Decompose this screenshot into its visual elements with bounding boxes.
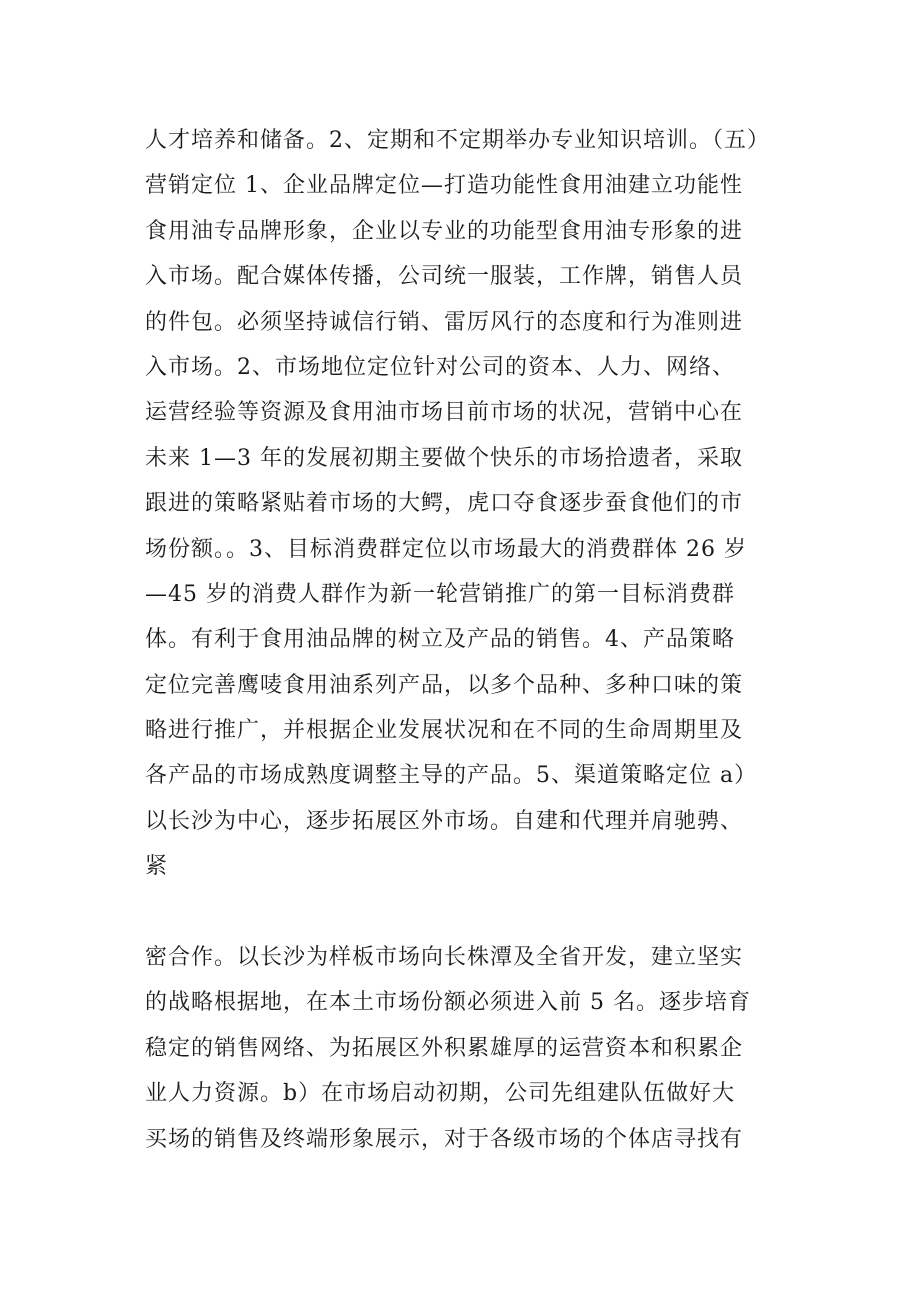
text-line: 业人力资源。b）在市场启动初期，公司先组建队伍做好大 bbox=[145, 1081, 736, 1107]
text-line: 营销定位 1、企业品牌定位—打造功能性食用油建立功能性 bbox=[145, 173, 743, 199]
text-line: 各产品的市场成熟度调整主导的产品。5、渠道策略定位 a） bbox=[145, 763, 758, 789]
text-line: 跟进的策略紧贴着市场的大鳄，虎口夺食逐步蚕食他们的市 bbox=[145, 491, 744, 517]
paragraph-1 bbox=[145, 118, 785, 890]
text-line: 入市场。2、市场地位定位针对公司的资本、人力、网络、 bbox=[145, 354, 735, 380]
text-line: 人才培养和储备。2、定期和不定期举办专业知识培训。（五） bbox=[145, 128, 770, 153]
text-line: 食用油专品牌形象，企业以专业的功能型食用油专形象的进 bbox=[145, 218, 744, 244]
text-line: 定位完善鹰唛食用油系列产品，以多个品种、多种口味的策 bbox=[145, 672, 744, 698]
text-line: 密合作。以长沙为样板市场向长株潭及全省开发，建立坚实 bbox=[145, 945, 744, 970]
text-line: 买场的销售及终端形象展示，对于各级市场的个体店寻找有 bbox=[145, 1126, 744, 1152]
paragraph-2 bbox=[145, 935, 785, 1162]
text-line: 体。有利于食用油品牌的树立及产品的销售。4、产品策略 bbox=[145, 627, 735, 653]
text-line: 未来 1—3 年的发展初期主要做个快乐的市场拾遗者，采取 bbox=[145, 445, 743, 471]
text-line: 的件包。必须坚持诚信行销、雷厉风行的态度和行为准则进 bbox=[145, 309, 744, 335]
text-line: 运营经验等资源及食用油市场目前市场的状况，营销中心在 bbox=[145, 400, 744, 426]
text-line: 稳定的销售网络、为拓展区外积累雄厚的运营资本和积累企 bbox=[145, 1035, 744, 1061]
text-line: 略进行推广，并根据企业发展状况和在不同的生命周期里及 bbox=[145, 718, 744, 744]
text-line: 以长沙为中心，逐步拓展区外市场。自建和代理并肩驰骋、 bbox=[145, 808, 744, 834]
text-line: 紧 bbox=[145, 854, 169, 880]
text-line: —45 岁的消费人群作为新一轮营销推广的第一目标消费群 bbox=[145, 581, 735, 607]
text-line: 入市场。配合媒体传播，公司统一服装，工作牌，销售人员 bbox=[145, 264, 744, 290]
text-line: 的战略根据地，在本土市场份额必须进入前 5 名。逐步培育 bbox=[145, 990, 751, 1016]
text-line: 场份额。。3、目标消费群定位以市场最大的消费群体 26 岁 bbox=[145, 536, 747, 562]
